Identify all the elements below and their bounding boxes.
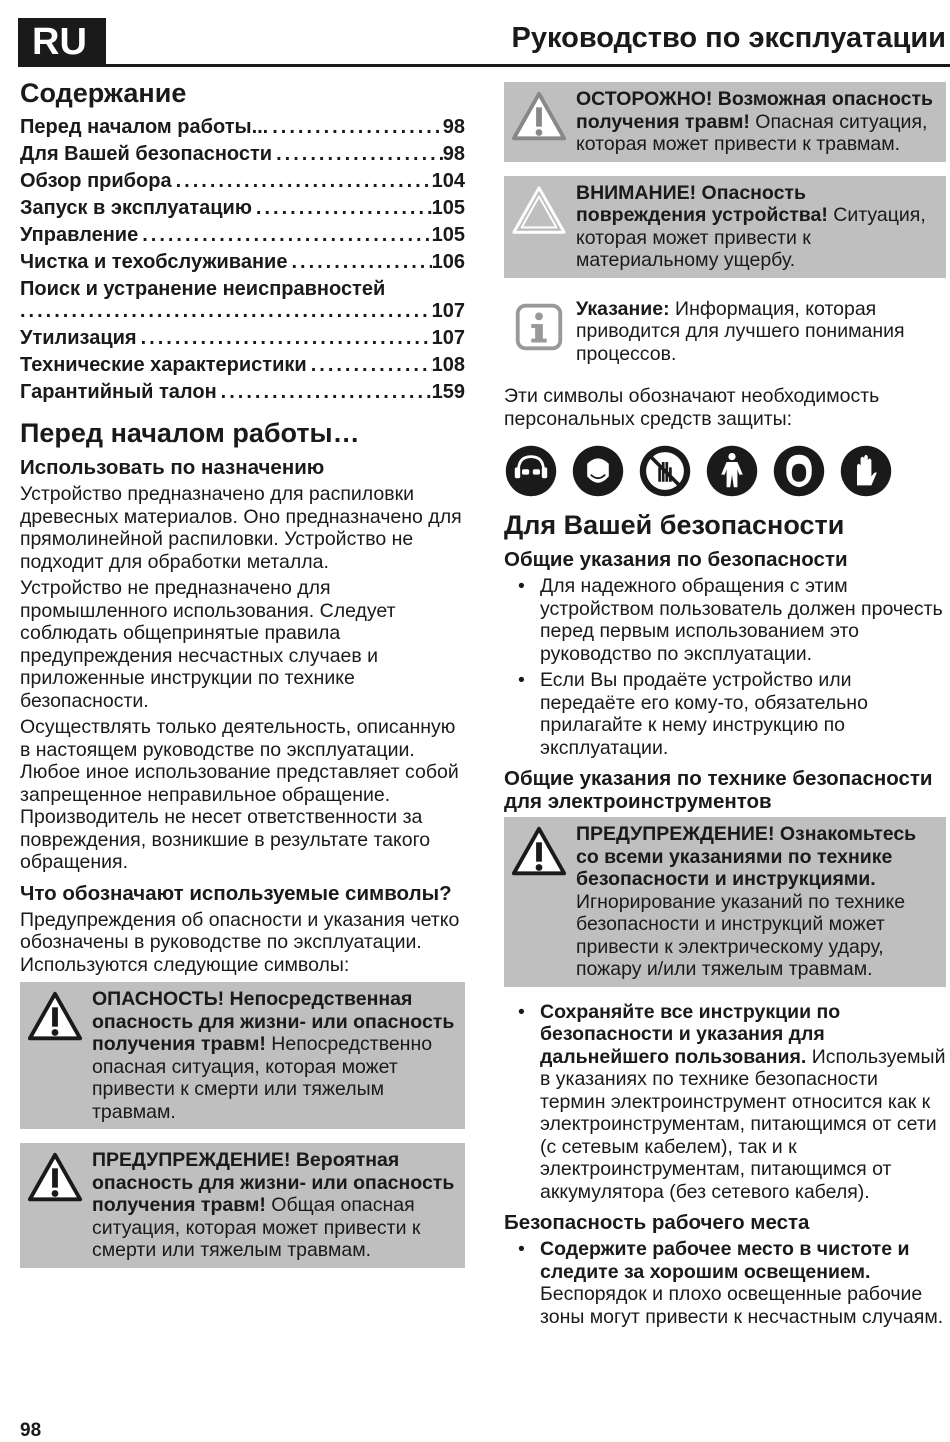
general-safety-heading: Общие указания по безопасности bbox=[504, 548, 848, 571]
gloves-icon bbox=[839, 444, 893, 498]
symbols-paragraph: Предупреждения об опасности и указания четко обозначены в руководстве по эксплуатации. Используются следующие символы: bbox=[20, 908, 460, 976]
list-item: • Если Вы продаёте устройство или передаёте его кому-то, обязательно прилагайте к нему инструкцию по эксплуатации. bbox=[504, 669, 946, 759]
ear-eye-protection-icon bbox=[504, 444, 558, 498]
warning-triangle-icon bbox=[26, 1149, 84, 1207]
warning-note bbox=[20, 1143, 465, 1268]
safety-heading: Для Вашей безопасности bbox=[504, 510, 845, 540]
general-safety-list bbox=[504, 575, 946, 759]
language-badge: RU bbox=[18, 18, 106, 66]
right-column bbox=[504, 82, 946, 1334]
danger-note bbox=[20, 982, 465, 1129]
info-title: Указание: bbox=[576, 297, 670, 320]
toc-item[interactable]: Утилизация ..... 107 bbox=[20, 327, 465, 354]
toc-item[interactable]: Поиск и устранение неисправностей ..... 107 bbox=[20, 278, 465, 327]
toc-heading: Содержание bbox=[20, 78, 187, 108]
ppe-text: Эти символы обозначают необходимость персональных средств защиты: bbox=[504, 385, 880, 430]
symbols-heading: Что обозначают используемые символы? bbox=[20, 881, 452, 905]
attention-title: ВНИМАНИЕ! Опасность повреждения устройства! bbox=[576, 181, 828, 226]
toc-item[interactable]: Гарантийный талон ..... 159 bbox=[20, 381, 465, 408]
caution-triangle-icon bbox=[510, 88, 568, 146]
danger-title: ОПАСНОСТЬ! Непосредственная опасность для жизни- или опасность получения травм! bbox=[92, 988, 455, 1055]
power-tool-warning-note bbox=[504, 817, 946, 987]
list-item: • Содержите рабочее место в чистоте и следите за хорошим освещением. Беспорядок и плохо освещенные рабочие зоны могут привести к несчастным случаям. bbox=[504, 1238, 946, 1328]
list-item: • Сохраняйте все инструкции по безопасности и указания для дальнейшего пользования. Используемый в указаниях по технике безопасности термин электроинструмент относится как к электроинструментам, питающимся от сети (с сетевым кабелем), так и к электроинструментам, питающимся от аккумулятора (без сетевого кабеля). bbox=[504, 1001, 946, 1204]
warning-text: Общая опасная ситуация, которая может привести к смерти или тяжелым травмам. bbox=[92, 1194, 421, 1261]
document-title: Руководство по эксплуатации bbox=[511, 22, 946, 54]
power-warning-title: ПРЕДУПРЕЖДЕНИЕ! Ознакомьтесь со всеми указаниями по технике безопасности и инструкциями. bbox=[576, 823, 917, 890]
before-heading: Перед началом работы… bbox=[20, 418, 360, 448]
intended-use-p1: Устройство предназначено для распиловки древесных материалов. Оно предназначено для прямолинейной распиловки. Устройство не подходит для обработки металла. bbox=[20, 483, 462, 573]
info-note bbox=[504, 292, 946, 372]
caution-note bbox=[504, 82, 946, 162]
ppe-icons bbox=[504, 444, 946, 498]
caution-title: ОСТОРОЖНО! Возможная опасность получения травм! bbox=[576, 88, 934, 133]
intended-use-p3: Осуществлять только деятельность, описанную в настоящем руководстве по эксплуатации. Любое иное использование представляет собой запрещенное неправильное обращение. Производитель не несет ответственности за повреждения, возникшие в результате такого обращения. bbox=[20, 716, 459, 873]
attention-text: Ситуация, которая может привести к материальному ущербу. bbox=[576, 204, 926, 271]
toc-item[interactable]: Для Вашей безопасности ..... 98 bbox=[20, 143, 465, 170]
warning-triangle-icon bbox=[26, 988, 84, 1046]
list-item: • Для надежного обращения с этим устройством пользователь должен прочесть перед первым использованием это руководство по эксплуатации. bbox=[504, 575, 946, 665]
caution-text: Опасная ситуация, которая может привести к травмам. bbox=[576, 110, 928, 155]
attention-triangle-icon bbox=[510, 182, 568, 240]
warning-title: ПРЕДУПРЕЖДЕНИЕ! Вероятная опасность для жизни- или опасность получения травм! bbox=[92, 1149, 455, 1216]
power-tool-heading: Общие указания по технике безопасности для электроинструментов bbox=[504, 767, 933, 813]
info-text: Информация, которая приводится для лучшего понимания процессов. bbox=[576, 297, 905, 365]
keep-instructions-list bbox=[504, 1001, 946, 1204]
danger-text: Непосредственно опасная ситуация, которая может привести к смерти или тяжелым травмам. bbox=[92, 1033, 433, 1123]
respirator-icon bbox=[571, 444, 625, 498]
info-icon bbox=[510, 298, 568, 356]
toc-item[interactable]: Управление ..... 105 bbox=[20, 224, 465, 251]
workplace-list bbox=[504, 1238, 946, 1328]
intended-use-heading: Использовать по назначению bbox=[20, 456, 325, 479]
table-of-contents bbox=[20, 116, 465, 408]
toc-item[interactable]: Чистка и техобслуживание ..... 106 bbox=[20, 251, 465, 278]
power-warning-text: Игнорирование указаний по технике безопасности и инструкций может привести к электрическому удару, пожару и/или тяжелым травмам. bbox=[576, 890, 906, 980]
attention-note bbox=[504, 176, 946, 278]
hairnet-icon bbox=[772, 444, 826, 498]
protective-suit-icon bbox=[705, 444, 759, 498]
toc-item[interactable]: Перед началом работы... ..... 98 bbox=[20, 116, 465, 143]
warning-triangle-icon bbox=[510, 823, 568, 881]
left-column bbox=[20, 74, 465, 1282]
intended-use-p2: Устройство не предназначено для промышленного использования. Следует соблюдать общепринятые правила предупреждения несчастных случаев и приложенные инструкции по технике безопасности. bbox=[20, 577, 396, 712]
header-rule bbox=[18, 64, 950, 67]
workplace-heading: Безопасность рабочего места bbox=[504, 1211, 810, 1234]
toc-item[interactable]: Запуск в эксплуатацию ..... 105 bbox=[20, 197, 465, 224]
toc-item[interactable]: Обзор прибора ..... 104 bbox=[20, 170, 465, 197]
page-number: 98 bbox=[20, 1420, 42, 1441]
toc-item[interactable]: Технические характеристики ..... 108 bbox=[20, 354, 465, 381]
no-gloves-icon bbox=[638, 444, 692, 498]
